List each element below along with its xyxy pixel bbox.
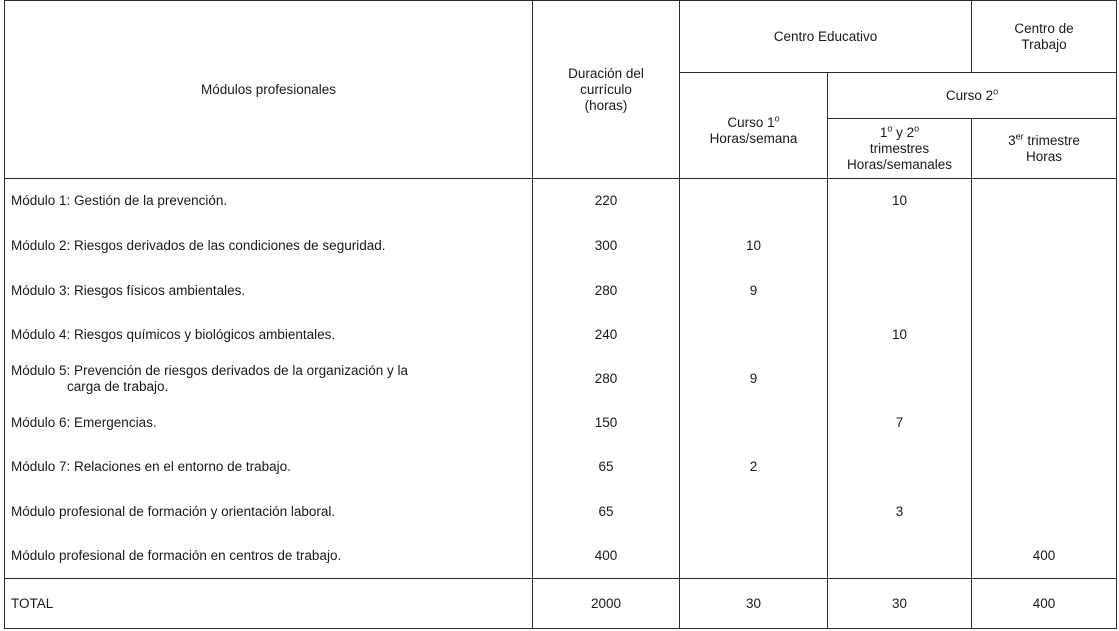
table-row xyxy=(5,445,1117,490)
total-duration: 2000 xyxy=(533,579,680,629)
curso2-cell xyxy=(828,224,972,269)
header-curso-1: Curso 1$^o$ Horas/semana xyxy=(680,73,828,179)
module-name: Módulo 5: Prevención de riesgos derivados de la organización y la carga de trabajo. xyxy=(5,357,533,401)
curso1-cell xyxy=(680,313,828,357)
duration-cell: 65 xyxy=(533,445,680,490)
total-row xyxy=(5,579,1117,629)
module-name: Módulo 7: Relaciones en el entorno de trabajo. xyxy=(5,445,533,490)
header-trimestres-1-2: 1$^o$ y 2$^o$ trimestres Horas/semanales xyxy=(828,119,972,179)
trimestre3-cell xyxy=(972,401,1117,445)
duration-cell: 150 xyxy=(533,401,680,445)
table-row xyxy=(5,490,1117,535)
header-duracion: Duración del currículo (horas) xyxy=(533,1,680,179)
table-row xyxy=(5,224,1117,269)
trimestre3-cell xyxy=(972,490,1117,535)
duration-cell: 300 xyxy=(533,224,680,269)
curso1-cell xyxy=(680,401,828,445)
curso2-cell xyxy=(828,269,972,313)
header-trimestre-3: 3er trimestre Horas xyxy=(972,119,1117,179)
curso2-cell: 3 xyxy=(828,490,972,535)
table-row xyxy=(5,357,1117,401)
curso2-cell: 7 xyxy=(828,401,972,445)
duration-cell: 65 xyxy=(533,490,680,535)
trimestre3-cell xyxy=(972,313,1117,357)
duration-cell: 280 xyxy=(533,269,680,313)
curso1-cell xyxy=(680,490,828,535)
table-row xyxy=(5,313,1117,357)
trimestre3-cell xyxy=(972,357,1117,401)
module-name: Módulo profesional de formación y orientación laboral. xyxy=(5,490,533,535)
duration-cell: 400 xyxy=(533,535,680,579)
trimestre3-cell xyxy=(972,445,1117,490)
header-curso-2: Curso 2$^o$ xyxy=(828,73,1117,119)
table-row xyxy=(5,535,1117,579)
total-trimestre3: 400 xyxy=(972,579,1117,629)
total-label: TOTAL xyxy=(5,579,533,629)
table-row xyxy=(5,179,1117,224)
trimestre3-cell xyxy=(972,224,1117,269)
module-name: Módulo 1: Gestión de la prevención. xyxy=(5,179,533,224)
header-modulos: Módulos profesionales xyxy=(5,1,533,179)
curso1-cell: 2 xyxy=(680,445,828,490)
duration-cell: 240 xyxy=(533,313,680,357)
trimestre3-cell xyxy=(972,269,1117,313)
curso1-cell: 9 xyxy=(680,357,828,401)
curso1-cell: 9 xyxy=(680,269,828,313)
curriculum-table xyxy=(4,0,1117,629)
trimestre3-cell: 400 xyxy=(972,535,1117,579)
module-name: Módulo 3: Riesgos físicos ambientales. xyxy=(5,269,533,313)
total-curso1: 30 xyxy=(680,579,828,629)
header-centro-trabajo: Centro de Trabajo xyxy=(972,1,1117,73)
total-curso2: 30 xyxy=(828,579,972,629)
document-page xyxy=(4,0,1117,629)
curso1-cell: 10 xyxy=(680,224,828,269)
curso2-cell: 10 xyxy=(828,179,972,224)
curso1-cell xyxy=(680,535,828,579)
duration-cell: 220 xyxy=(533,179,680,224)
curso2-cell xyxy=(828,535,972,579)
header-centro-educativo: Centro Educativo xyxy=(680,1,972,73)
curso2-cell: 10 xyxy=(828,313,972,357)
trimestre3-cell xyxy=(972,179,1117,224)
module-name: Módulo 6: Emergencias. xyxy=(5,401,533,445)
curso2-cell xyxy=(828,445,972,490)
module-name: Módulo 2: Riesgos derivados de las condiciones de seguridad. xyxy=(5,224,533,269)
table-row xyxy=(5,401,1117,445)
curso2-cell xyxy=(828,357,972,401)
table-row xyxy=(5,269,1117,313)
curso1-cell xyxy=(680,179,828,224)
duration-cell: 280 xyxy=(533,357,680,401)
module-name: Módulo 4: Riesgos químicos y biológicos ambientales. xyxy=(5,313,533,357)
module-name: Módulo profesional de formación en centros de trabajo. xyxy=(5,535,533,579)
